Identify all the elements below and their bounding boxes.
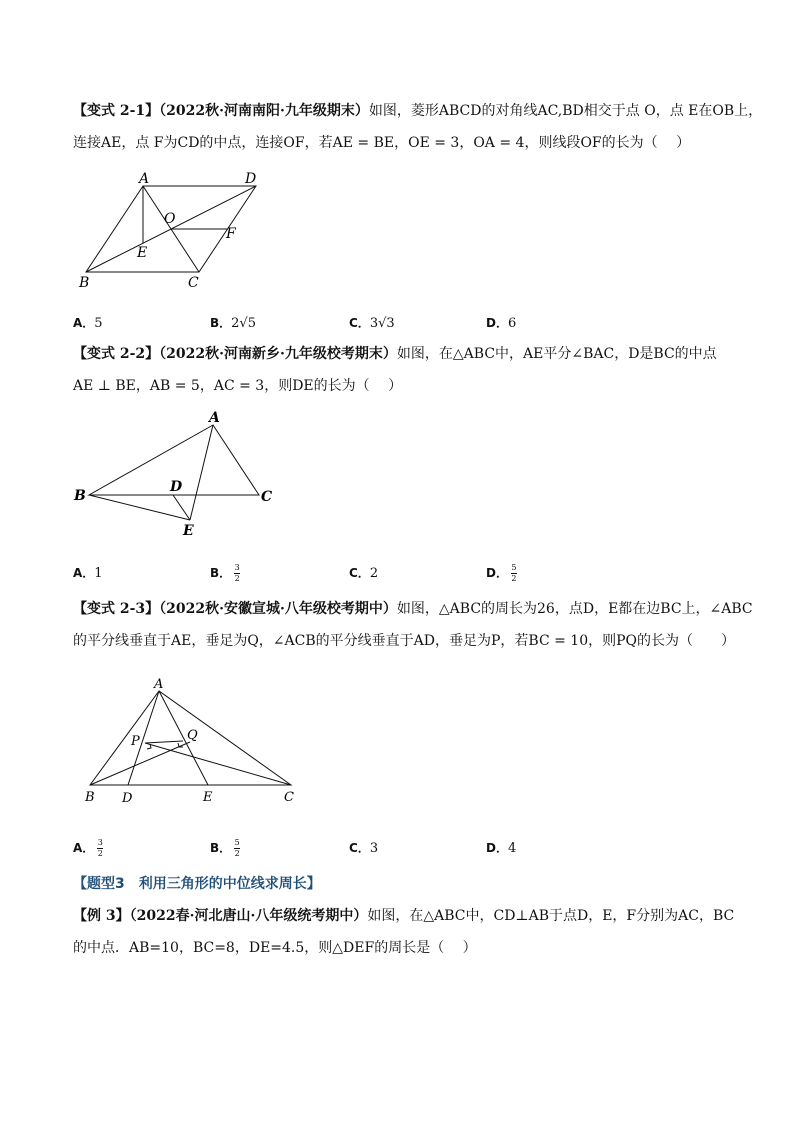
label-B: B <box>85 790 95 805</box>
triangle-abc <box>90 691 291 785</box>
problem-2-1-line-2 <box>73 133 690 153</box>
bisector-b <box>90 742 190 785</box>
option-a[interactable]: A． $\frac{3}{2}$ <box>73 838 103 858</box>
example-3-line-2 <box>73 938 477 958</box>
problem-2-2-text-2: AE ⊥ BE，AB = 5，AC = 3，则DE的长为（ ） <box>73 378 403 394</box>
label-B: B <box>74 488 86 504</box>
label-C: C <box>261 489 273 505</box>
example-3-text-1: 如图，在△ABC中，CD⊥AB于点D，E，F分别为AC，BC <box>367 908 735 924</box>
bisector-c <box>145 743 291 785</box>
option-c[interactable]: C．3 <box>349 841 379 856</box>
triangle-abc <box>89 425 259 495</box>
label-O: O <box>164 211 176 227</box>
problem-2-2-text-1: 如图，在△ABC中，AE平分∠BAC，D是BC的中点 <box>396 346 717 362</box>
label-E: E <box>203 790 213 805</box>
problem-2-3-line-2 <box>73 631 735 651</box>
rhombus-abcd <box>86 186 256 272</box>
problem-2-3-tag: 【变式 2-3】 <box>73 601 160 617</box>
problem-2-1-text-1: 如图，菱形ABCD的对角线AC,BD相交于点 O，点 E在OB上， <box>368 103 763 119</box>
label-C: C <box>188 275 199 291</box>
option-d[interactable]: D．4 <box>486 841 517 856</box>
problem-2-3-text-2: 的平分线垂直于AE，垂足为Q，∠ACB的平分线垂直于AD，垂足为P，若BC = 10，则PQ的长为（ ） <box>73 633 736 649</box>
problem-2-3-source: （2022秋·安徽宣城·八年级校考期中） <box>159 601 397 617</box>
diagonal-ac <box>143 186 199 272</box>
problem-2-1-line-1 <box>73 101 762 121</box>
label-P: P <box>131 734 140 749</box>
example-3-source: （2022春·河北唐山·八年级统考期中） <box>129 908 368 924</box>
problem-2-1-text-2: 连接AE，点 F为CD的中点，连接OF，若AE = BE，OE = 3，OA = 4，则线段OF的长为（ ） <box>73 135 691 151</box>
option-d[interactable]: D．6 <box>486 316 517 331</box>
label-C: C <box>284 790 294 805</box>
diagonal-bd <box>86 186 256 272</box>
label-E: E <box>183 523 194 539</box>
label-E: E <box>137 245 148 261</box>
segment-ad <box>128 691 159 785</box>
option-b[interactable]: B． $\frac{5}{2}$ <box>210 838 240 858</box>
label-A: A <box>209 410 220 426</box>
segment-ae <box>159 691 208 785</box>
option-a[interactable]: A．1 <box>73 566 103 581</box>
problem-2-2-line-1 <box>73 344 717 364</box>
label-D: D <box>170 479 183 495</box>
label-D: D <box>245 171 257 187</box>
label-A: A <box>154 677 164 692</box>
segment-de <box>173 495 190 520</box>
section-title: 【题型3 利用三角形的中位线求周长】 <box>73 876 321 892</box>
example-3-line-1 <box>73 906 734 926</box>
problem-2-2-line-2 <box>73 376 402 396</box>
example-3-tag: 【例 3】 <box>73 908 130 924</box>
segment-ae <box>190 425 213 520</box>
label-Q: Q <box>187 728 198 743</box>
label-A: A <box>139 171 150 187</box>
option-c[interactable]: C．3√3 <box>349 316 395 331</box>
segment-be <box>89 495 190 520</box>
right-angle-p <box>147 744 151 749</box>
problem-2-1-tag: 【变式 2-1】 <box>73 103 160 119</box>
option-c[interactable]: C．2 <box>349 566 379 581</box>
label-D: D <box>122 791 133 806</box>
option-b[interactable]: B．2√5 <box>210 316 256 331</box>
right-angle-q <box>178 743 183 747</box>
option-d[interactable]: D． $\frac{5}{2}$ <box>486 563 517 583</box>
problem-2-3-line-1 <box>73 599 753 619</box>
segment-pq <box>145 741 183 743</box>
option-a[interactable]: A．5 <box>73 316 103 331</box>
example-3-text-2: 的中点．AB=10，BC=8，DE=4.5，则△DEF的周长是（ ） <box>73 940 477 956</box>
label-B: B <box>79 275 90 291</box>
label-F: F <box>226 226 236 242</box>
problem-2-2-source: （2022秋·河南新乡·九年级校考期末） <box>159 346 397 362</box>
problem-2-1-source: （2022秋·河南南阳·九年级期末） <box>159 103 369 119</box>
problem-2-2-tag: 【变式 2-2】 <box>73 346 160 362</box>
option-b[interactable]: B． $\frac{3}{2}$ <box>210 563 240 583</box>
problem-2-3-text-1: 如图，△ABC的周长为26，点D，E都在边BC上，∠ABC <box>396 601 753 617</box>
